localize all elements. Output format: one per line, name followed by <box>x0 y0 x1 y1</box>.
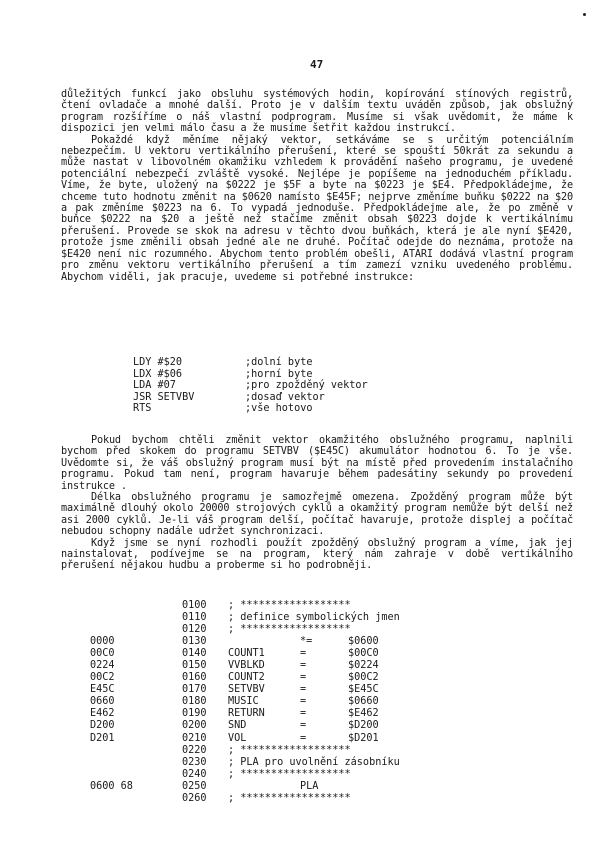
listing-value: $E45C <box>348 684 379 696</box>
code-comment: ;pro zpožděný vektor <box>245 380 368 392</box>
listing-label: SND <box>228 720 247 732</box>
listing-label: COUNT1 <box>228 648 265 660</box>
listing-operator <box>351 769 399 781</box>
listing-label: ; ****************** <box>228 600 351 611</box>
listing-label: MUSIC <box>228 696 259 708</box>
listing-value: $0660 <box>348 696 379 708</box>
listing-operator <box>351 793 399 805</box>
listing-value: $00C0 <box>348 648 379 660</box>
listing-value: $00C2 <box>348 672 379 684</box>
listing-label: ; definice symbolických jmen <box>228 612 400 624</box>
listing-value <box>399 793 479 805</box>
listing-line <box>90 733 528 745</box>
listing-label: ; ****************** <box>228 744 351 756</box>
listing-address <box>90 600 182 612</box>
listing-line <box>90 600 528 612</box>
listing-operator: = <box>300 684 307 696</box>
listing-line <box>90 648 528 660</box>
listing-operator <box>351 745 399 757</box>
listing-value <box>448 757 528 769</box>
listing-label: SETVBV <box>228 684 265 696</box>
listing-line <box>90 769 528 781</box>
listing-line-number: 0190 <box>182 708 207 720</box>
listing-operator <box>351 624 399 636</box>
listing-label: ; ****************** <box>228 792 351 804</box>
paragraph: Délka obslužného programu je samozřejmě omezena. Zpožděný program může být maximálně dlouhý okolo 20000 strojových cyklů a okamžitý program nemůže být delší než asi 2000 cyklů. Je-li váš program delší, počítač havaruje, protože displej a počítač nebudou schopny nadále udržet synchronizaci. <box>61 492 573 538</box>
code-comment: ;dolní byte <box>245 357 313 368</box>
listing-line-number: 0240 <box>182 768 207 780</box>
listing-operator: PLA <box>300 780 319 792</box>
code-instruction: LDY #$20 <box>133 357 183 368</box>
assembly-snippet <box>133 357 368 415</box>
listing-address: 00C2 <box>90 672 115 684</box>
listing-line-number: 0220 <box>182 744 207 756</box>
listing-address <box>90 769 182 781</box>
listing-address <box>90 757 182 769</box>
listing-label <box>228 636 300 648</box>
listing-address: 00C0 <box>90 648 115 660</box>
listing-value: $D201 <box>348 732 379 744</box>
listing-line <box>90 660 528 672</box>
code-comment: ;vše hotovo <box>245 403 313 415</box>
listing-line-number: 0170 <box>182 684 207 696</box>
listing-label <box>228 781 300 793</box>
listing-value: $D200 <box>348 720 379 732</box>
code-instruction: LDX #$06 <box>133 368 183 380</box>
listing-value <box>399 745 479 757</box>
listing-line-number: 0200 <box>182 720 207 732</box>
listing-line <box>90 745 528 757</box>
listing-address <box>90 745 182 757</box>
listing-label: VVBLKD <box>228 660 265 672</box>
listing-operator: = <box>300 732 307 744</box>
listing-line <box>90 684 528 696</box>
listing-operator: = <box>300 708 307 720</box>
listing-value <box>399 624 479 636</box>
listing-line <box>90 720 528 732</box>
listing-label: ; PLA pro uvolnění zásobníku <box>228 756 400 768</box>
listing-line-number: 0130 <box>182 636 207 648</box>
listing-line <box>90 757 528 769</box>
code-instruction: RTS <box>133 403 152 415</box>
listing-value: $0600 <box>348 636 379 648</box>
listing-line-number: 0160 <box>182 672 207 684</box>
paragraph: Když jsme se nyní rozhodli použít zpožděný obslužný program a víme, jak jej nainstalovat, podívejme se na program, který nám zahraje v době vertikálního přerušení nějakou hudbu a proberme si ho podrobněji. <box>61 537 573 572</box>
listing-line-number: 0210 <box>182 732 207 744</box>
code-comment: ;dosaď vektor <box>245 391 325 403</box>
page-number: 47 <box>310 58 324 71</box>
listing-operator <box>351 600 399 612</box>
listing-operator: = <box>300 648 307 660</box>
paragraph: Pokaždé když měníme nějaký vektor, setkáváme se s určitým potenciálním nebezpečím. U vektoru vertikálního přerušení, které se spouští 50krát za sekundu a může nastat v libovolném okamžiku vzhledem k provádění našeho programu, je uvedené potenciální nebezpečí zvláště vysoké. Nejlépe je popíšeme na jednoduchém příkladu. Víme, že byte, uložený na $0222 je $5F a byte na $0223 je $E4. Předpokládejme, že chceme tuto hodnotu změnit na $0620 namísto $E45F; nejprve změníme buňku $0222 na $20 a pak změníme $0223 na 6. To vypadá jednoduše. Předpokládejme ale, že po změně v buňce $0222 na $20 a ještě než stačíme změnit obsah $0223 dojde k vertikálnímu přerušení. Provede se skok na adresu v těchto dvou buňkách, která je ale nyní $E420, protože jsme změnili obsah jedné ale ne druhé. Počítač odejde do neznáma, protože na $E420 není nic rozumného. Abychom tento problém obešli, ATARI dodává vlastní program pro změnu vektoru vertikálního přerušení a tím zamezí vzniku uvedeného problému. Abychom viděli, jak pracuje, uvedeme si potřebné instrukce: <box>61 134 573 283</box>
listing-value: $0224 <box>348 660 379 672</box>
listing-address <box>90 624 182 636</box>
listing-line-number: 0140 <box>182 648 207 660</box>
listing-label: RETURN <box>228 708 265 720</box>
listing-line-number: 0230 <box>182 756 207 768</box>
listing-line-number: 0180 <box>182 696 207 708</box>
listing-line <box>90 696 528 708</box>
listing-line <box>90 781 528 793</box>
listing-operator: = <box>300 720 307 732</box>
paragraph: důležitých funkcí jako obsluhu systémových hodin, kopírování stínových registrů, čtení ovladače a mnohé další. Proto je v dalším textu uváděn způsob, jak obslužný program rozšíříme o náš vlastní podprogram. Musíme si však uvědomit, že máme k dispozici jen velmi málo času a že musíme šetřit každou instrukcí. <box>61 89 573 135</box>
listing-label: ; ****************** <box>228 768 351 780</box>
program-listing <box>90 600 528 805</box>
listing-operator: = <box>300 660 307 672</box>
listing-operator: = <box>300 672 307 684</box>
listing-value <box>348 781 428 793</box>
listing-line <box>90 612 528 624</box>
listing-address: 0660 <box>90 696 115 708</box>
listing-label: VOL <box>228 732 247 744</box>
listing-line-number: 0250 <box>182 780 207 792</box>
listing-line-number: 0110 <box>182 612 207 624</box>
listing-address <box>90 612 182 624</box>
listing-value: $E462 <box>348 708 379 720</box>
listing-operator <box>400 757 448 769</box>
listing-line-number: 0260 <box>182 792 207 804</box>
listing-line-number: 0150 <box>182 660 207 672</box>
body-text-upper <box>61 89 573 283</box>
code-line <box>133 369 368 381</box>
listing-address: E462 <box>90 708 115 720</box>
listing-value <box>399 600 479 612</box>
code-line <box>133 403 368 415</box>
code-instruction: JSR SETVBV <box>133 391 195 403</box>
margin-dot-mark <box>583 13 586 16</box>
listing-operator <box>400 612 448 624</box>
code-comment: ;horní byte <box>245 368 313 380</box>
listing-line <box>90 624 528 636</box>
listing-address: 0224 <box>90 660 115 672</box>
listing-address: 0000 <box>90 636 115 648</box>
listing-line <box>90 672 528 684</box>
listing-value <box>448 612 528 624</box>
listing-address: D201 <box>90 732 115 744</box>
code-instruction: LDA #07 <box>133 380 176 392</box>
listing-line-number: 0120 <box>182 624 207 636</box>
listing-operator: *= <box>300 636 313 648</box>
listing-value <box>399 769 479 781</box>
body-text-lower <box>61 435 573 572</box>
listing-line-number: 0100 <box>182 600 207 611</box>
listing-label: ; ****************** <box>228 624 351 636</box>
listing-address: E45C <box>90 684 115 696</box>
listing-label: COUNT2 <box>228 672 265 684</box>
listing-line <box>90 793 528 805</box>
paragraph: Pokud bychom chtěli změnit vektor okamžitého obslužného programu, naplnili bychom před skokem do programu SETVBV ($E45C) akumulátor hodnotou 6. To je vše. Uvědomte si, že váš obslužný program musí být na místě před provedením instalačního programu. Pokud tam není, program havaruje během padesátiny sekundy po provedení instrukce . <box>61 435 573 492</box>
listing-address: D200 <box>90 720 115 732</box>
code-line <box>133 357 368 369</box>
code-line <box>133 380 368 392</box>
code-line <box>133 392 368 404</box>
listing-operator: = <box>300 696 307 708</box>
listing-line <box>90 636 528 648</box>
listing-address <box>90 793 182 805</box>
listing-line <box>90 708 528 720</box>
listing-address: 0600 68 <box>90 780 133 792</box>
